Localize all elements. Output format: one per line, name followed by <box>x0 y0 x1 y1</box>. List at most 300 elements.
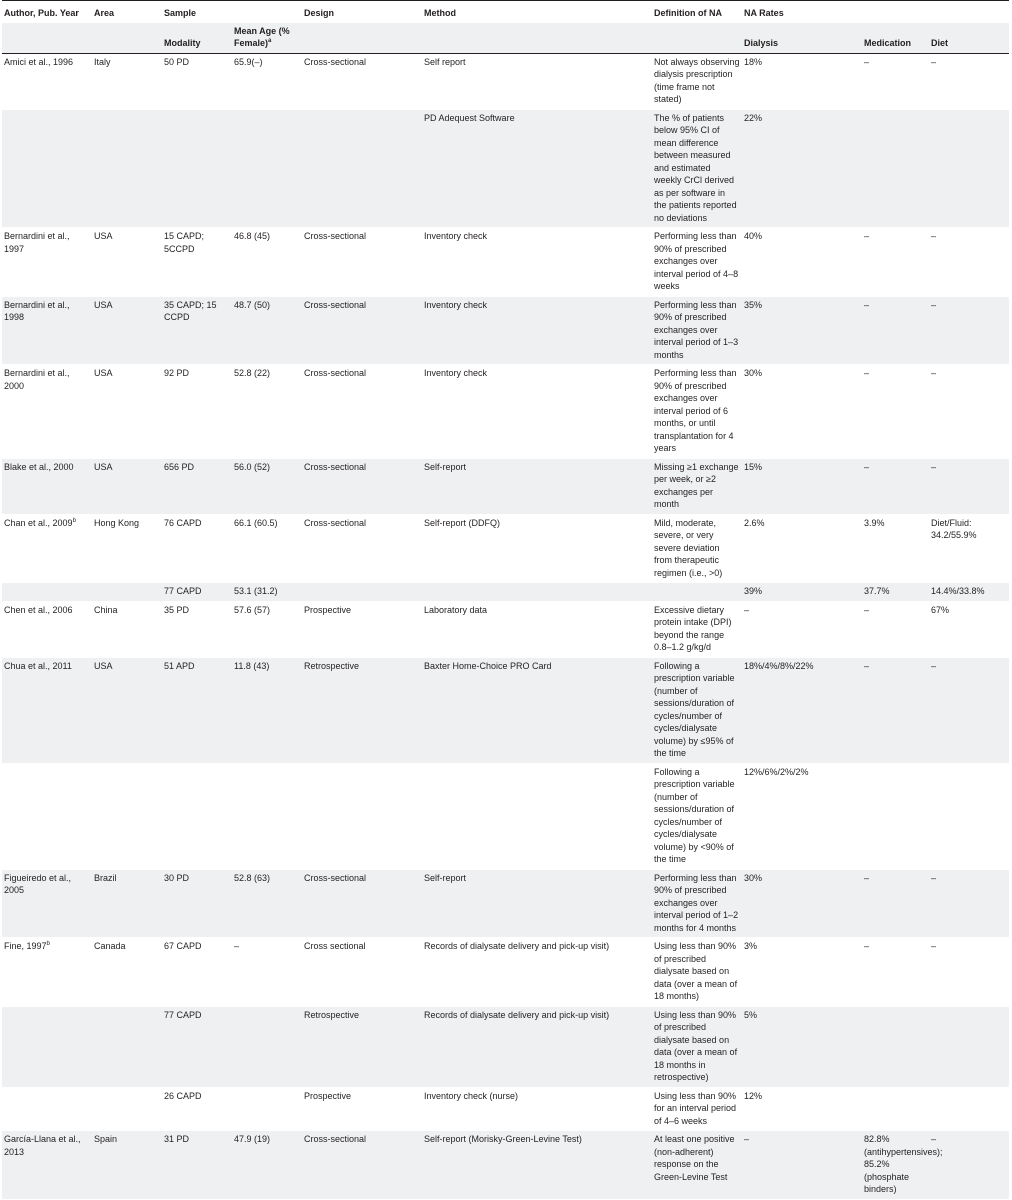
cell-diet <box>929 53 1009 109</box>
age-text: 52.8 (63) <box>234 872 271 883</box>
cell-age <box>232 938 302 1007</box>
dialysis-text: 30% <box>744 368 763 378</box>
col-modality-header: Modality <box>162 23 232 54</box>
method-text: Records of dialysate delivery and pick-up visit) <box>424 941 610 951</box>
cell-area <box>92 365 162 459</box>
definition-text: Missing ≥1 exchange per week, or ≥2 exchanges per month <box>654 461 739 509</box>
diet-text: 67% <box>931 604 950 615</box>
cell-age <box>232 583 302 602</box>
design-text: Cross-sectional <box>304 517 367 528</box>
cell-author <box>2 657 92 763</box>
author-text: Figueiredo et al., 2005 <box>4 872 72 895</box>
age-text: 66.1 (60.5) <box>234 517 278 528</box>
modality-text: 76 CAPD <box>164 517 202 528</box>
cell-method <box>422 514 652 583</box>
author-text: García-Llana et al., 2013 <box>4 1134 81 1157</box>
design-text: Cross-sectional <box>304 368 367 378</box>
cell-method <box>422 601 652 657</box>
cell-modality <box>162 938 232 1007</box>
definition-text: Performing less than 90% of prescribed exchanges over interval period of 1–3 months <box>654 299 739 360</box>
table-row <box>2 365 1009 459</box>
cell-design <box>302 53 422 109</box>
cell-dialysis <box>742 228 862 297</box>
col-medication-header: Medication <box>862 23 929 54</box>
definition-text: Using less than 90% for an interval period of 4–6 weeks <box>654 1090 737 1126</box>
cell-area <box>92 1131 162 1200</box>
cell-diet <box>929 869 1009 938</box>
cell-dialysis <box>742 869 862 938</box>
age-text: 52.8 (22) <box>234 368 271 378</box>
medication-text: – <box>864 461 870 472</box>
cell-medication <box>862 583 929 602</box>
age-text: – <box>234 941 240 951</box>
medication-text: – <box>864 299 870 310</box>
medication-text: – <box>864 231 870 241</box>
age-text: 57.6 (57) <box>234 604 271 615</box>
cell-design <box>302 938 422 1007</box>
cell-modality <box>162 1006 232 1087</box>
table-row <box>2 458 1009 514</box>
col-na-rates-header: NA Rates <box>742 1 1009 23</box>
cell-medication <box>862 365 929 459</box>
definition-text: Using less than 90% of prescribed dialysate based on data (over a mean of 18 months) <box>654 941 738 1001</box>
modality-text: 15 CAPD; 5CCPD <box>164 231 205 254</box>
area-text: Hong Kong <box>94 517 140 528</box>
cell-method <box>422 365 652 459</box>
cell-modality <box>162 514 232 583</box>
cell-diet <box>929 365 1009 459</box>
cell-dialysis <box>742 601 862 657</box>
modality-text: 77 CAPD <box>164 1009 202 1020</box>
table-row <box>2 869 1009 938</box>
cell-definition <box>652 1131 742 1200</box>
col-definition-header: Definition of NA <box>652 1 742 23</box>
design-text: Cross-sectional <box>304 231 367 241</box>
cell-medication <box>862 1131 943 1200</box>
col-diet-header: Diet <box>929 23 1009 54</box>
cell-age <box>232 869 302 938</box>
cell-modality <box>162 763 232 869</box>
table-row <box>2 1131 1009 1200</box>
cell-design <box>302 514 422 583</box>
modality-text: 656 PD <box>164 461 195 472</box>
design-text: Cross-sectional <box>304 461 367 472</box>
cell-area <box>92 1006 162 1087</box>
dialysis-text: 15% <box>744 461 763 472</box>
definition-text: Following a prescription variable (number of sessions/duration of cycles/number of cycles/dialysate volume) by <90% of the time <box>654 766 735 864</box>
definition-text: Excessive dietary protein intake (DPI) beyond the range 0.8–1.2 g/kg/d <box>654 604 732 652</box>
area-text: China <box>94 604 118 615</box>
table-row <box>2 763 1009 869</box>
diet-text: – <box>931 1134 937 1144</box>
method-text: Self-report <box>424 461 467 472</box>
cell-author <box>2 296 92 365</box>
definition-text: At least one positive (non-adherent) response on the Green-Levine Test <box>654 1134 735 1182</box>
author-text: Bernardini et al., 2000 <box>4 368 70 391</box>
cell-method <box>422 228 652 297</box>
medication-text: – <box>864 660 870 671</box>
diet-text: – <box>931 461 937 472</box>
cell-dialysis <box>742 514 862 583</box>
cell-definition <box>652 228 742 297</box>
cell-medication <box>862 514 929 583</box>
age-text: 11.8 (43) <box>234 660 270 671</box>
col-mean-age-header <box>232 23 302 54</box>
cell-modality <box>162 365 232 459</box>
cell-dialysis <box>742 583 862 602</box>
cell-definition <box>652 514 742 583</box>
cell-area <box>92 228 162 297</box>
area-text: USA <box>94 461 113 472</box>
method-text: Inventory check <box>424 231 488 241</box>
cell-method <box>422 1131 652 1200</box>
cell-medication <box>862 1087 929 1131</box>
method-text: Records of dialysate delivery and pick-up visit) <box>424 1009 610 1020</box>
cell-definition <box>652 601 742 657</box>
table-row <box>2 296 1009 365</box>
cell-dialysis <box>742 938 862 1007</box>
cell-medication <box>862 869 929 938</box>
cell-author <box>2 869 92 938</box>
age-text: 56.0 (52) <box>234 461 271 472</box>
cell-diet <box>929 601 1009 657</box>
cell-method <box>422 869 652 938</box>
method-text: Laboratory data <box>424 604 488 615</box>
modality-text: 51 APD <box>164 660 195 671</box>
cell-definition <box>652 53 742 109</box>
definition-text: Using less than 90% of prescribed dialysate based on data (over a mean of 18 months in retrospective) <box>654 1009 738 1082</box>
author-text: Fine, 1997 <box>4 941 47 951</box>
diet-text: – <box>931 660 937 671</box>
area-text: Canada <box>94 941 126 951</box>
age-text: 53.1 (31.2) <box>234 586 278 596</box>
cell-dialysis <box>742 657 862 763</box>
design-text: Cross-sectional <box>304 872 367 883</box>
cell-definition <box>652 365 742 459</box>
cell-author <box>2 1131 92 1200</box>
modality-text: 30 PD <box>164 872 190 883</box>
cell-author <box>2 458 92 514</box>
cell-age <box>232 296 302 365</box>
author-text: Bernardini et al., 1998 <box>4 299 70 322</box>
mean-age-footnote-mark: a <box>268 38 272 44</box>
cell-dialysis <box>742 1087 862 1131</box>
cell-medication <box>862 458 929 514</box>
table-row <box>2 938 1009 1007</box>
area-text: USA <box>94 299 113 310</box>
cell-medication <box>862 1006 929 1087</box>
diet-text: – <box>931 941 937 951</box>
dialysis-text: 3% <box>744 941 758 951</box>
modality-text: 50 PD <box>164 56 190 67</box>
cell-method <box>422 1006 652 1087</box>
method-text: Inventory check <box>424 299 488 310</box>
cell-dialysis <box>742 763 862 869</box>
cell-author <box>2 228 92 297</box>
cell-area <box>92 583 162 602</box>
header-row-2 <box>2 23 1009 54</box>
area-text: Italy <box>94 56 111 67</box>
cell-design <box>302 365 422 459</box>
diet-text: – <box>931 231 937 241</box>
cell-author <box>2 1006 92 1087</box>
cell-area <box>92 938 162 1007</box>
cell-age <box>232 514 302 583</box>
cell-author <box>2 938 92 1007</box>
cell-design <box>302 583 422 602</box>
col-dialysis-header: Dialysis <box>742 23 862 54</box>
dialysis-text: – <box>744 604 750 615</box>
diet-text: – <box>931 299 937 310</box>
definition-text: Mild, moderate, severe, or very severe deviation from therapeutic regimen (i.e., >0) <box>654 517 723 578</box>
author-text: Chan et al., 2009 <box>4 517 73 528</box>
cell-age <box>232 657 302 763</box>
medication-text: – <box>864 56 870 67</box>
dialysis-text: 35% <box>744 299 763 310</box>
definition-text: Following a prescription variable (number of sessions/duration of cycles/number of cycles/dialysate volume) by ≤95% of the time <box>654 660 735 758</box>
cell-definition <box>652 657 742 763</box>
cell-medication <box>862 763 929 869</box>
modality-text: 26 CAPD <box>164 1090 202 1101</box>
cell-definition <box>652 869 742 938</box>
cell-modality <box>162 583 232 602</box>
cell-diet <box>929 763 1009 869</box>
col-sample-header: Sample <box>162 1 302 23</box>
cell-definition <box>652 109 742 228</box>
cell-author <box>2 365 92 459</box>
cell-modality <box>162 1131 232 1200</box>
cell-design <box>302 228 422 297</box>
cell-dialysis <box>742 53 862 109</box>
cell-author <box>2 514 92 583</box>
cell-diet <box>929 938 1009 1007</box>
cell-area <box>92 869 162 938</box>
table-row <box>2 583 1009 602</box>
cell-modality <box>162 53 232 109</box>
method-text: Self-report (DDFQ) <box>424 517 501 528</box>
cell-dialysis <box>742 109 862 228</box>
cell-area <box>92 601 162 657</box>
cell-modality <box>162 1087 232 1131</box>
area-text: Spain <box>94 1134 118 1144</box>
cell-method <box>422 109 652 228</box>
cell-area <box>92 1087 162 1131</box>
cell-medication <box>862 601 929 657</box>
cell-dialysis <box>742 296 862 365</box>
table-row <box>2 601 1009 657</box>
medication-text: 3.9% <box>864 517 885 528</box>
header-row-1 <box>2 1 1009 23</box>
author-text: Amici et al., 1996 <box>4 56 74 67</box>
cell-medication <box>862 228 929 297</box>
cell-dialysis <box>742 1006 862 1087</box>
cell-diet <box>929 583 1009 602</box>
table-row <box>2 109 1009 228</box>
cell-method <box>422 657 652 763</box>
cell-age <box>232 763 302 869</box>
cell-diet <box>929 109 1009 228</box>
definition-text: Not always observing dialysis prescription (time frame not stated) <box>654 56 740 104</box>
cell-medication <box>862 109 929 228</box>
table-row <box>2 514 1009 583</box>
col-design-header: Design <box>302 1 422 23</box>
cell-age <box>232 1131 302 1200</box>
method-text: PD Adequest Software <box>424 112 515 123</box>
method-text: Self report <box>424 56 466 67</box>
cell-modality <box>162 296 232 365</box>
cell-age <box>232 53 302 109</box>
cell-method <box>422 458 652 514</box>
cell-method <box>422 296 652 365</box>
design-text: Retrospective <box>304 660 360 671</box>
cell-age <box>232 1087 302 1131</box>
cell-medication <box>862 53 929 109</box>
age-text: 48.7 (50) <box>234 299 271 310</box>
design-text: Prospective <box>304 604 352 615</box>
definition-text: Performing less than 90% of prescribed exchanges over interval period of 1–2 months for 4 months <box>654 872 739 933</box>
cell-age <box>232 109 302 228</box>
design-text: Prospective <box>304 1090 352 1101</box>
cell-dialysis <box>742 1131 862 1200</box>
header-spacer <box>422 23 652 54</box>
area-text: USA <box>94 231 113 241</box>
method-text: Inventory check (nurse) <box>424 1090 519 1101</box>
cell-medication <box>862 938 929 1007</box>
cell-diet <box>929 514 1009 583</box>
table-row <box>2 228 1009 297</box>
table-row <box>2 657 1009 763</box>
table-row <box>2 53 1009 109</box>
medication-text: 82.8% (antihypertensives); 85.2% (phosphate binders) <box>864 1134 943 1194</box>
dialysis-text: 22% <box>744 112 763 123</box>
diet-text: – <box>931 56 937 67</box>
cell-definition <box>652 938 742 1007</box>
medication-text: – <box>864 872 870 883</box>
modality-text: 35 PD <box>164 604 190 615</box>
header-spacer <box>92 23 162 54</box>
medication-text: 37.7% <box>864 586 890 596</box>
cell-design <box>302 869 422 938</box>
cell-diet <box>929 657 1009 763</box>
diet-text: – <box>931 368 937 378</box>
cell-age <box>232 601 302 657</box>
cell-modality <box>162 109 232 228</box>
area-text: Brazil <box>94 872 117 883</box>
design-text: Cross-sectional <box>304 56 367 67</box>
cell-age <box>232 365 302 459</box>
cell-modality <box>162 657 232 763</box>
cell-design <box>302 296 422 365</box>
cell-definition <box>652 1006 742 1087</box>
cell-definition <box>652 583 742 602</box>
cell-author <box>2 109 92 228</box>
diet-text: 14.4%/33.8% <box>931 586 985 596</box>
cell-method <box>422 1087 652 1131</box>
dialysis-text: 40% <box>744 231 763 241</box>
medication-text: – <box>864 368 870 378</box>
age-text: 65.9(–) <box>234 56 263 67</box>
cell-dialysis <box>742 458 862 514</box>
age-text: 47.9 (19) <box>234 1134 271 1144</box>
cell-diet <box>929 1131 1009 1200</box>
medication-text: – <box>864 941 870 951</box>
cell-diet <box>929 1006 1009 1087</box>
footnote-mark: b <box>72 517 76 524</box>
design-text: Cross sectional <box>304 941 366 951</box>
cell-area <box>92 458 162 514</box>
dialysis-text: 18%/4%/8%/22% <box>744 660 814 671</box>
cell-design <box>302 1006 422 1087</box>
col-author-header: Author, Pub. Year <box>2 1 92 23</box>
header-spacer <box>2 23 92 54</box>
cell-design <box>302 1131 422 1200</box>
area-text: USA <box>94 368 113 378</box>
medication-text: – <box>864 604 870 615</box>
footnote-mark: b <box>46 941 50 947</box>
cell-medication <box>862 657 929 763</box>
author-text: Chen et al., 2006 <box>4 604 73 615</box>
cell-diet <box>929 296 1009 365</box>
cell-area <box>92 53 162 109</box>
cell-modality <box>162 458 232 514</box>
cell-method <box>422 763 652 869</box>
cell-design <box>302 1087 422 1131</box>
modality-text: 35 CAPD; 15 CCPD <box>164 299 217 322</box>
header-spacer <box>652 23 742 54</box>
cell-author <box>2 53 92 109</box>
dialysis-text: 5% <box>744 1009 758 1020</box>
definition-text: The % of patients below 95% CI of mean difference between measured and estimated weekly CrCl derived as per software in the patients reported no deviations <box>654 112 737 223</box>
cell-definition <box>652 296 742 365</box>
cell-area <box>92 514 162 583</box>
cell-design <box>302 763 422 869</box>
dialysis-text: 12% <box>744 1090 763 1101</box>
table-row <box>2 1087 1009 1131</box>
cell-method <box>422 53 652 109</box>
cell-author <box>2 583 92 602</box>
dialysis-text: 39% <box>744 586 763 596</box>
cell-age <box>232 1006 302 1087</box>
col-area-header: Area <box>92 1 162 23</box>
author-text: Blake et al., 2000 <box>4 461 74 472</box>
age-text: 46.8 (45) <box>234 231 271 241</box>
cell-diet <box>929 228 1009 297</box>
dialysis-text: 30% <box>744 872 763 883</box>
dialysis-text: 2.6% <box>744 517 765 528</box>
mean-age-label: Mean Age (% Female) <box>234 25 290 48</box>
dialysis-text: – <box>744 1134 750 1144</box>
author-text: Bernardini et al., 1997 <box>4 231 70 254</box>
cell-method <box>422 938 652 1007</box>
cell-age <box>232 228 302 297</box>
area-text: USA <box>94 660 113 671</box>
cell-method <box>422 583 652 602</box>
author-text: Chua et al., 2011 <box>4 660 72 671</box>
method-text: Inventory check <box>424 368 488 378</box>
cell-modality <box>162 601 232 657</box>
diet-text: Diet/Fluid: 34.2/55.9% <box>931 517 977 540</box>
cell-design <box>302 601 422 657</box>
cell-design <box>302 657 422 763</box>
cell-author <box>2 1087 92 1131</box>
cell-area <box>92 657 162 763</box>
method-text: Self-report (Morisky-Green-Levine Test) <box>424 1134 582 1144</box>
cell-modality <box>162 228 232 297</box>
cell-definition <box>652 458 742 514</box>
dialysis-text: 12%/6%/2%/2% <box>744 766 809 777</box>
design-text: Cross-sectional <box>304 1134 367 1144</box>
cell-design <box>302 458 422 514</box>
